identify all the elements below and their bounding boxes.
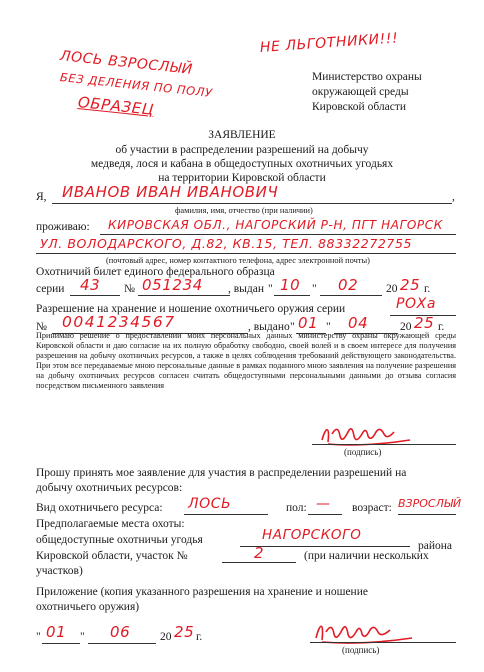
species-value[interactable]: ЛОСЬ xyxy=(188,496,232,512)
permit-number[interactable]: 0041234567 xyxy=(62,313,176,331)
permit-year-suffix: г. xyxy=(438,321,445,333)
permit-quote-open: " xyxy=(290,321,295,333)
ticket-month[interactable]: 02 xyxy=(338,276,359,294)
request-line1: Прошу принять мое заявление для участия в распределении разрешений на xyxy=(36,467,407,479)
age-value[interactable]: ВЗРОСЛЫЙ xyxy=(398,497,462,510)
doc-title-line2: медведя, лося и кабана в общедоступных охотничьих угодьях xyxy=(90,158,394,170)
attachment-line2: охотничьего оружия) xyxy=(36,601,140,613)
ticket-day[interactable]: 10 xyxy=(280,276,301,294)
ticket-year-suffix: г. xyxy=(424,283,431,295)
recipient-line3: Кировской области xyxy=(312,101,407,113)
date-year-suffix: г. xyxy=(196,631,203,643)
grounds-label: общедоступные охотничьи угодья xyxy=(36,534,203,546)
date-quote-close: " xyxy=(80,631,85,643)
applicant-name[interactable]: ИВАНОВ ИВАН ИВАНОВИЧ xyxy=(62,183,279,201)
permit-issued-label: , выдано xyxy=(248,321,290,333)
consent-paragraph: Принимаю решение о предоставлении моих персональных данных министерству охраны окружающей среды Кировской области и даю согласие на их полную обработку свободно, своей волей и в своем интересе для получения разрешения на добычу охотничьих ресурсов, а также в целях соблюдения требований действующего законодательства. При этом все передаваемые мною персональные данные в рамках поданного мною заявления на получение разрешения на добычу охотничьих ресурсов согласен считать общедоступными персональными данными до отзыва согласия посредством письменного заявления xyxy=(36,331,456,390)
applicant-prefix: Я, xyxy=(36,191,47,203)
address-label: проживаю: xyxy=(36,221,90,233)
permit-label: Разрешение на хранение и ношение охотничьего оружия серии xyxy=(36,303,346,315)
species-label: Вид охотничьего ресурса: xyxy=(36,502,163,514)
doc-heading: ЗАЯВЛЕНИЕ xyxy=(208,129,276,141)
permit-number-label: № xyxy=(36,321,47,333)
ticket-year[interactable]: 25 xyxy=(400,276,421,294)
ticket-issued-label: , выдан xyxy=(228,283,265,295)
permit-year-prefix: 20 xyxy=(400,321,412,333)
signature-2 xyxy=(312,616,422,648)
age-label: возраст: xyxy=(352,502,392,514)
permit-day[interactable]: 01 xyxy=(298,314,319,332)
address-line1[interactable]: КИРОВСКАЯ ОБЛ., НАГОРСКИЙ Р-Н, ПГТ НАГОРСК xyxy=(108,218,443,232)
date-day[interactable]: 01 xyxy=(46,623,67,641)
sex-value[interactable]: — xyxy=(316,496,331,512)
applicant-suffix: , xyxy=(452,191,455,203)
ticket-year-prefix: 20 xyxy=(386,283,398,295)
permit-series[interactable]: РОХа xyxy=(396,296,437,312)
ticket-quote-close: " xyxy=(312,283,317,295)
date-month[interactable]: 06 xyxy=(110,623,131,641)
permit-year[interactable]: 25 xyxy=(414,314,435,332)
name-caption: фамилия, имя, отчество (при наличии) xyxy=(175,206,313,215)
note-species: ЛОСЬ ВЗРОСЛЫЙ xyxy=(59,48,194,78)
permit-quote-close: " xyxy=(326,321,331,333)
sex-label: пол: xyxy=(286,502,307,514)
note-no-sex-division: БЕЗ ДЕЛЕНИЯ ПО ПОЛУ xyxy=(59,70,214,100)
attachment-line1: Приложение (копия указанного разрешения на хранение и ношение xyxy=(36,586,368,598)
region-label: Кировской области, участок № xyxy=(36,550,188,562)
plot-value[interactable]: 2 xyxy=(254,544,265,562)
ticket-number-label: № xyxy=(124,283,135,295)
address-line2[interactable]: УЛ. ВОЛОДАРСКОГО, Д.82, КВ.15, ТЕЛ. 88332272755 xyxy=(40,236,413,251)
ticket-series[interactable]: 43 xyxy=(80,276,101,294)
date-year[interactable]: 25 xyxy=(174,623,195,641)
ticket-quote-open: " xyxy=(268,283,273,295)
note-sample: ОБРАЗЕЦ xyxy=(77,93,155,119)
date-year-prefix: 20 xyxy=(160,631,172,643)
note-not-privileged: НЕ ЛЬГОТНИКИ!!! xyxy=(259,30,399,56)
date-quote-open: " xyxy=(36,631,41,643)
permit-month[interactable]: 04 xyxy=(348,314,369,332)
plot-suffix2: участков) xyxy=(36,565,83,577)
signature1-caption: (подпись) xyxy=(344,447,382,457)
recipient-line1: Министерство охраны xyxy=(312,71,422,83)
recipient-line2: окружающей среды xyxy=(312,86,409,98)
district-suffix: района xyxy=(418,540,453,552)
request-line2: добычу охотничьих ресурсов: xyxy=(36,482,183,494)
places-label: Предполагаемые места охоты: xyxy=(36,518,185,530)
district-value[interactable]: НАГОРСКОГО xyxy=(262,527,362,543)
doc-title-line3: на территории Кировской области xyxy=(158,172,326,184)
address-caption: (почтовый адрес, номер контактного телефона, адрес электронной почты) xyxy=(106,256,370,265)
ticket-number[interactable]: 051234 xyxy=(142,276,203,294)
ticket-series-label: серии xyxy=(36,283,65,295)
doc-title-line1: об участии в распределении разрешений на добычу xyxy=(115,144,369,156)
signature-1 xyxy=(318,420,418,450)
plot-suffix: (при наличии нескольких xyxy=(304,550,429,562)
signature2-caption: (подпись) xyxy=(342,645,380,655)
ticket-label: Охотничий билет единого федерального образца xyxy=(36,266,275,278)
